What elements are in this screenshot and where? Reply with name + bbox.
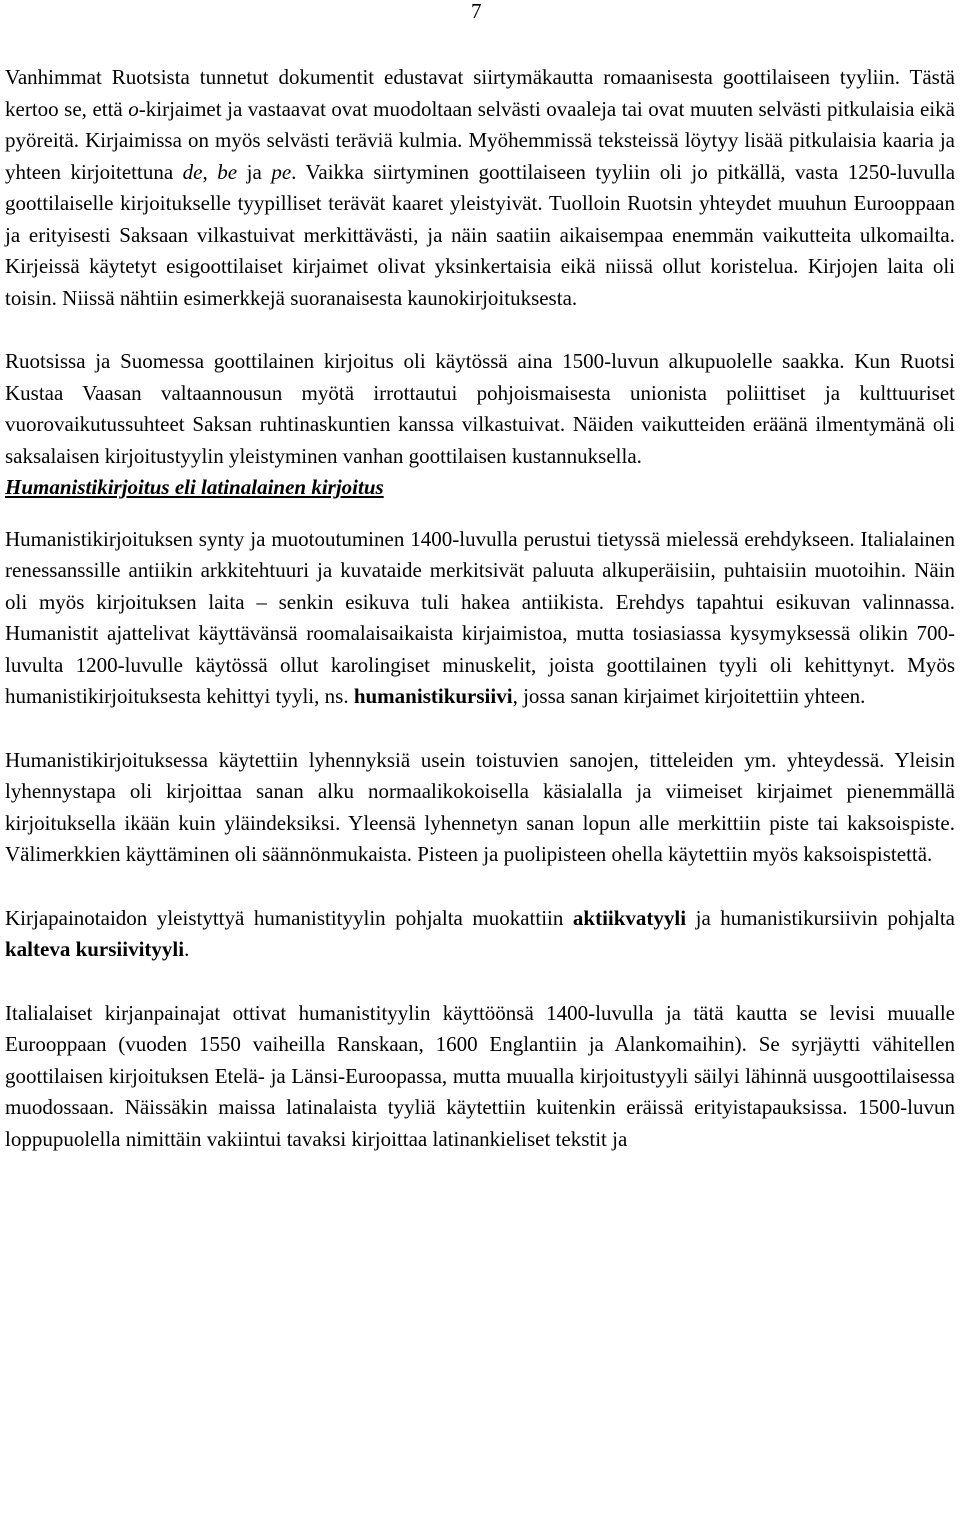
italic-term: be xyxy=(217,159,238,184)
text-run: , xyxy=(202,159,218,184)
paragraph-6: Italialaiset kirjanpainajat ottivat humanistityylin käyttöönsä 1400-luvulla ja tätä kautta se levisi muualle Eurooppaan (vuoden 1550 vaiheilla Ranskaan, 1600 Englantiin ja Alankomaihin). Se syrjäytti vähitellen goottilaisen kirjoituksen Etelä- ja Länsi-Euroopassa, mutta muualla kirjoitustyyli säilyi lähinnä uusgoottilaisessa muodossaan. Näissäkin maissa latinalaista tyyliä käytettiin kuitenkin eräissä erityistapauksissa. 1500-luvun loppupuolella nimittäin vakiintui tavaksi kirjoittaa latinankieliset tekstit ja xyxy=(5,1000,955,1151)
text-run: ja xyxy=(237,159,272,184)
text-run: . Vaikka siirtyminen goottilaiseen tyyliin oli jo pitkällä, vasta 1250-luvulla goottilaiselle kirjoitukselle tyypilliset terävät kaaret yleistyivät. Tuolloin Ruotsin yhteydet muuhun Eurooppaan ja erityisesti Saksaan vilkastuivat merkittävästi, ja näin saatiin aikaisempaa enemmän vaikutteita ulkomailta. Kirjeissä käytetyt esigoottilaiset kirjaimet olivat yksinkertaisia eikä niissä ollut koristelua. Kirjojen laita oli toisin. Niissä nähtiin esimerkkejä suoranaisesta kaunokirjoituksesta. xyxy=(5,159,956,310)
page-number: 7 xyxy=(471,0,482,23)
italic-term: pe xyxy=(271,159,292,184)
bold-term: aktiikvatyyli xyxy=(572,905,687,930)
text-run: -kirjaimet ja vastaavat ovat muodoltaan selvästi ovaaleja tai ovat muuten selvästi pitkulaisia eikä pyöreitä. Kirjaimissa on myös selvästi teräviä kulmia. Myöhemmissä teksteissä löytyy lisää pitkulaisia kaaria ja yhteen kirjoitettuna xyxy=(5,96,955,184)
italic-term: o xyxy=(128,96,139,121)
text-run: . xyxy=(184,937,190,961)
document-body xyxy=(5,62,955,1155)
section-heading: Humanistikirjoitus eli latinalainen kirjoitus xyxy=(5,475,384,499)
paragraph-4: Humanistikirjoituksessa käytettiin lyhennyksiä usein toistuvien sanojen, titteleiden ym. yhteydessä. Yleisin lyhennystapa oli kirjoittaa sanan alku normaalikokoisella käsialalla ja viimeiset kirjaimet pienemmällä kirjoituksella ikään kuin yläindeksiksi. Yleensä lyhennetyn sanan lopun alle merkittiin piste tai kaksoispiste. Välimerkkien käyttäminen oli säännönmukaista. Pisteen ja puolipisteen ohella käytettiin myös kaksoispistettä. xyxy=(5,747,955,866)
text-run: Kirjapainotaidon yleistyttyä humanistityylin pohjalta muokattiin xyxy=(5,905,573,930)
text-run: , jossa sanan kirjaimet kirjoitettiin yhteen. xyxy=(512,684,866,708)
italic-term: de xyxy=(182,159,203,184)
text-run: ja humanistikursiivin pohjalta xyxy=(686,905,955,930)
text-run: Vanhimmat Ruotsista tunnetut dokumentit edustavat siirtymäkautta romaanisesta goottilaiseen tyyliin. Tästä kertoo se, että xyxy=(5,65,955,121)
text-run: Humanistikirjoituksen synty ja muotoutuminen 1400-luvulla perustui tietyssä mielessä erehdykseen. Italialainen renessanssille antiikin arkkitehtuuri ja kuvataide merkitsivät paluuta alkuperäisiin, puhtaisiin muotoihin. Näin oli myös kirjoituksen laita – senkin esikuva tuli hakea antiikista. Erehdys tapahtui esikuvan valinnassa. Humanistit ajattelivat käyttävänsä roomalaisaikaista kirjaimistoa, mutta tosiasiassa kysymyksessä olikin 700-luvulta 1200-luvulle käytössä ollut karolingiset minuskelit, joista goottilainen tyyli oli kehittynyt. Myös humanistikirjoituksesta kehittyi tyyli, ns. xyxy=(5,526,955,708)
paragraph-1 xyxy=(5,62,955,314)
paragraph-2: Ruotsissa ja Suomessa goottilainen kirjoitus oli käytössä aina 1500-luvun alkupuolelle saakka. Kun Ruotsi Kustaa Vaasan valtaannousun myötä irrottautui pohjoismaisesta unionista poliittiset ja kulttuuriset vuorovaikutussuhteet Saksan ruhtinaskuntien kanssa vilkastuivat. Näiden vaikutteiden eräänä ilmentymänä oli saksalaisen kirjoitustyylin yleistyminen vanhan goottilaisen kustannuksella. xyxy=(5,349,955,468)
bold-term: humanistikursiivi xyxy=(353,684,513,708)
bold-term: kalteva kursiivityyli xyxy=(5,937,185,961)
paragraph-5 xyxy=(5,903,955,966)
paragraph-3 xyxy=(5,524,955,713)
